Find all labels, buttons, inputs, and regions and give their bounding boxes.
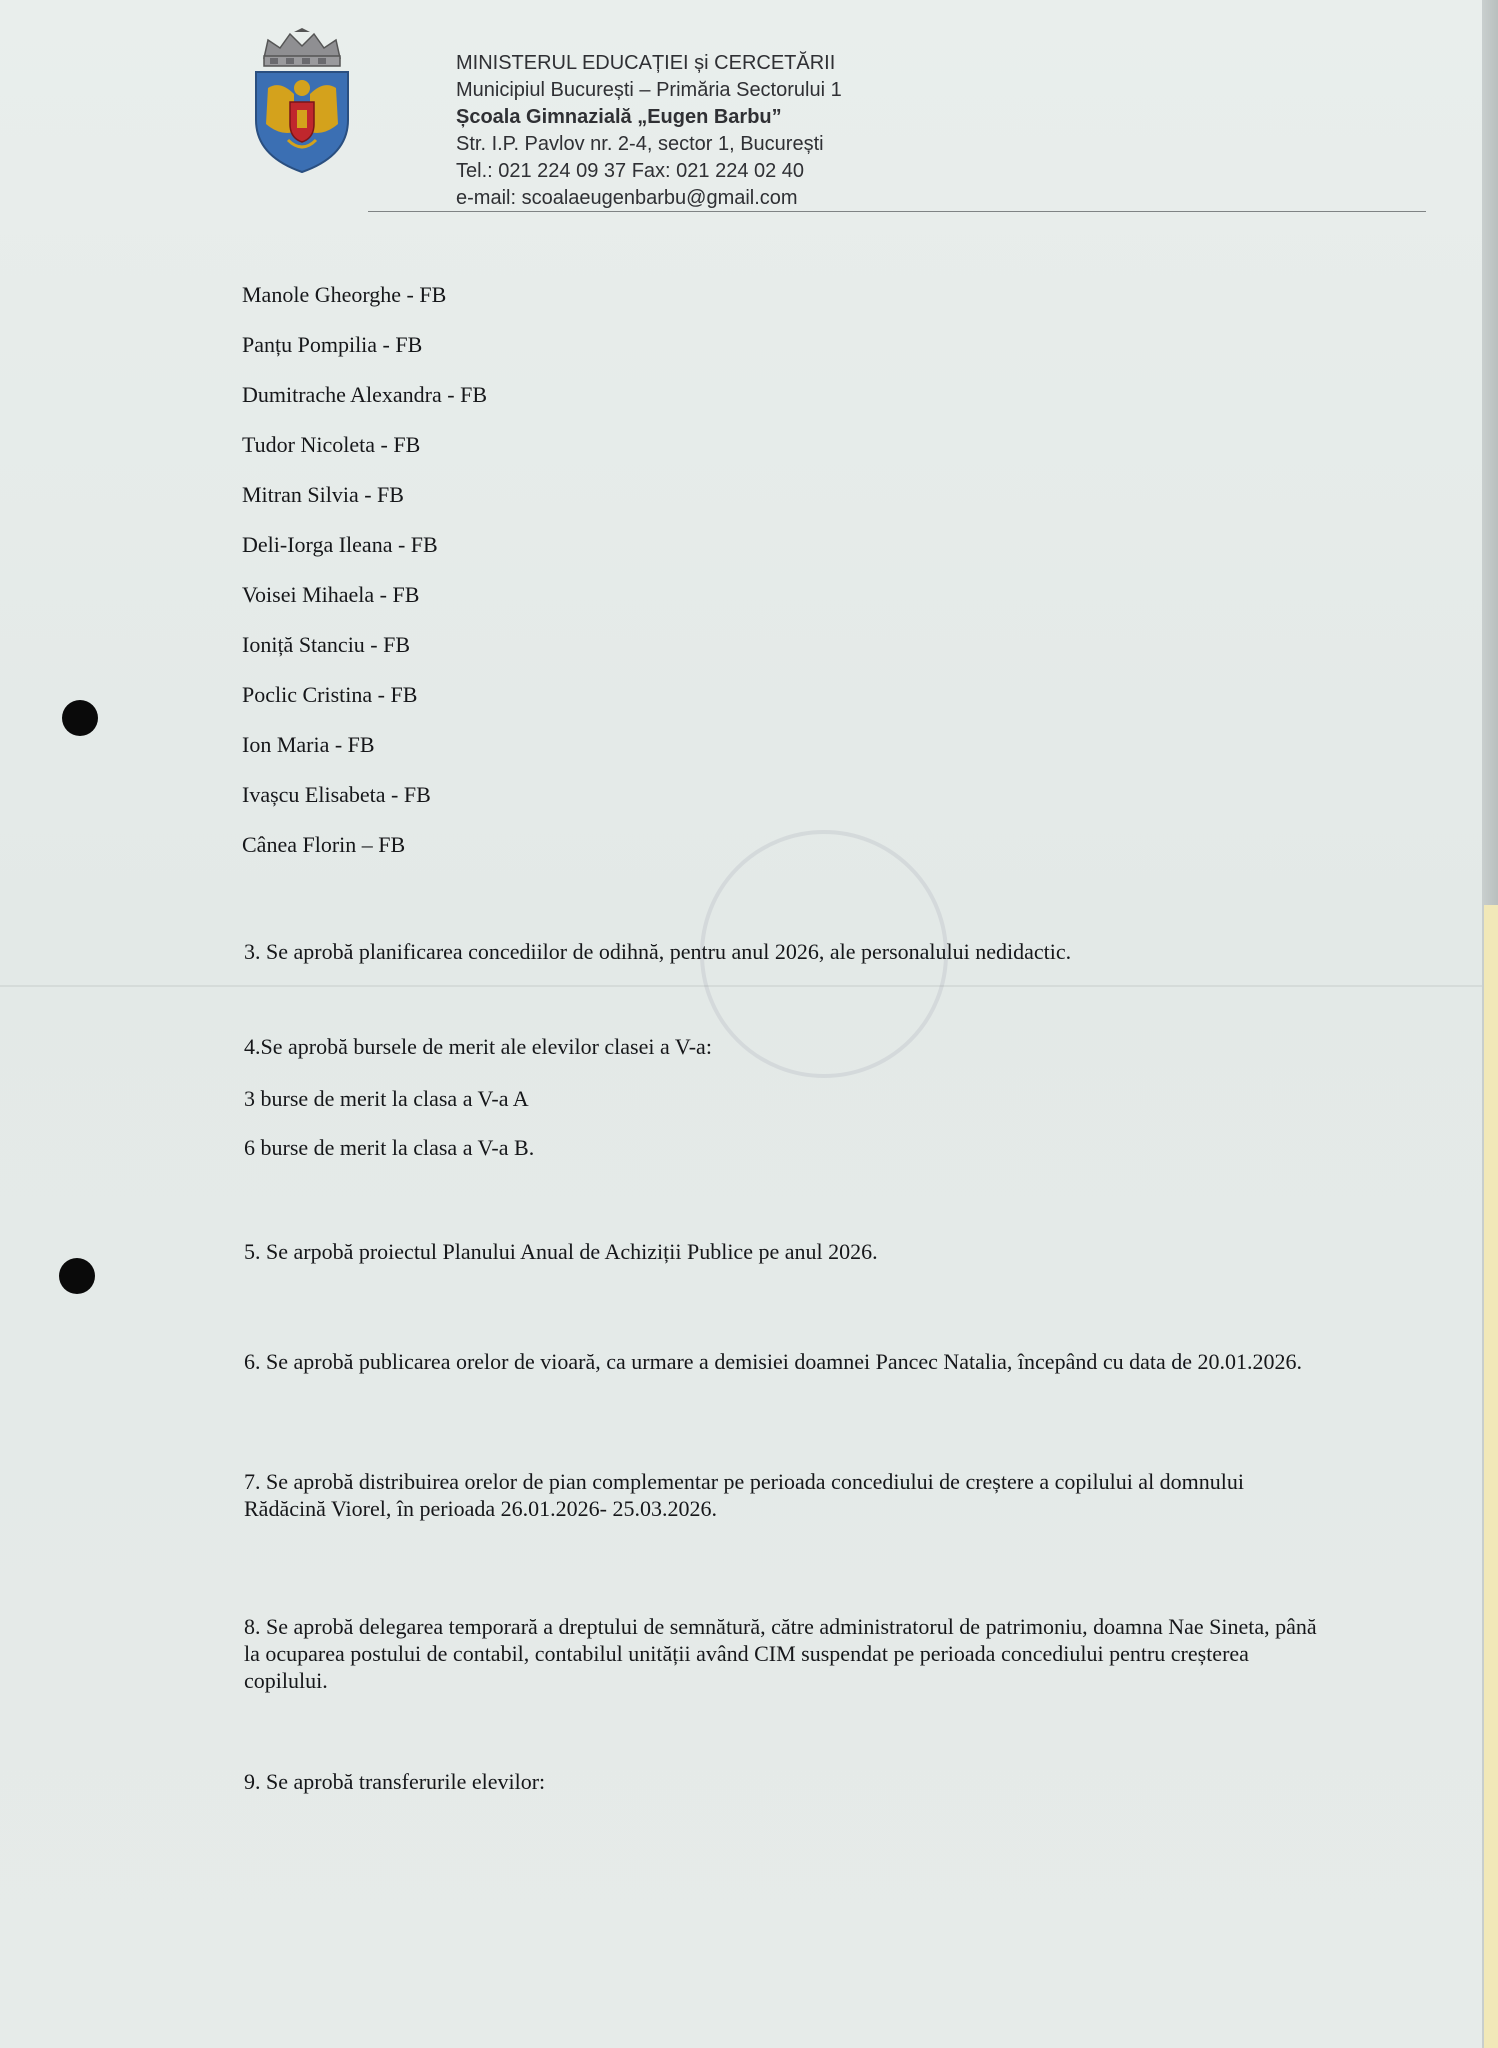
municipality-line: Municipiul București – Primăria Sectorului 1 xyxy=(456,79,842,101)
list-item: Deli-Iorga Ileana - FB xyxy=(242,532,438,557)
school-letterhead xyxy=(456,50,842,212)
list-item: Manole Gheorghe - FB xyxy=(242,282,447,307)
list-item: Dumitrache Alexandra - FB xyxy=(242,382,487,407)
decision-7: 7. Se aprobă distribuirea orelor de pian complementar pe perioada concediului de creștere a copilului al domnului Rădăcină Viorel, în perioada 26.01.2026- 25.03.2026. xyxy=(244,1469,1245,1521)
list-item: Tudor Nicoleta - FB xyxy=(242,432,421,457)
list-item: Ioniță Stanciu - FB xyxy=(242,632,411,657)
vote-list xyxy=(242,279,487,879)
list-item: Cânea Florin – FB xyxy=(242,832,406,857)
phone-fax-line: Tel.: 021 224 09 37 Fax: 021 224 02 40 xyxy=(456,160,805,182)
decision-9: 9. Se aprobă transferurile elevilor: xyxy=(244,1769,546,1794)
decision-5: 5. Se arpobă proiectul Planului Anual de Achiziții Publice pe anul 2026. xyxy=(244,1239,878,1264)
ministry-line: MINISTERUL EDUCAȚIEI și CERCETĂRII xyxy=(456,52,836,74)
background-sheet xyxy=(1484,905,1498,2048)
list-item: Ivașcu Elisabeta - FB xyxy=(242,782,431,807)
decision-8: 8. Se aprobă delegarea temporară a dreptului de semnătură, către administratorul de patrimoniu, doamna Nae Sineta, până la ocuparea postului de contabil, contabilul unității având CIM suspendat pe perioada concediului pentru creșterea copilului. xyxy=(244,1614,1317,1693)
punch-hole-top xyxy=(62,700,98,736)
school-name: Școala Gimnazială „Eugen Barbu” xyxy=(456,106,782,128)
bucharest-crest-icon xyxy=(250,28,354,174)
decision-4-item-b: 6 burse de merit la clasa a V-a B. xyxy=(244,1135,535,1160)
decision-4-item-a: 3 burse de merit la clasa a V-a A xyxy=(244,1086,529,1111)
address-line: Str. I.P. Pavlov nr. 2-4, sector 1, București xyxy=(456,133,824,155)
list-item: Ion Maria - FB xyxy=(242,732,375,757)
decision-4: 4.Se aprobă bursele de merit ale elevilor clasei a V-a: xyxy=(244,1034,712,1059)
decision-6: 6. Se aprobă publicarea orelor de vioară, ca urmare a demisiei doamnei Pancec Natalia, începând cu data de 20.01.2026. xyxy=(244,1349,1302,1374)
list-item: Voisei Mihaela - FB xyxy=(242,582,420,607)
list-item: Panțu Pompilia - FB xyxy=(242,332,423,357)
email-line: e-mail: scoalaeugenbarbu@gmail.com xyxy=(456,187,798,209)
list-item: Mitran Silvia - FB xyxy=(242,482,404,507)
punch-hole-bottom xyxy=(59,1258,95,1294)
decision-3: 3. Se aprobă planificarea concediilor de odihnă, pentru anul 2026, ale personalului nedidactic. xyxy=(244,939,1072,964)
list-item: Poclic Cristina - FB xyxy=(242,682,418,707)
header-divider xyxy=(368,211,1426,212)
